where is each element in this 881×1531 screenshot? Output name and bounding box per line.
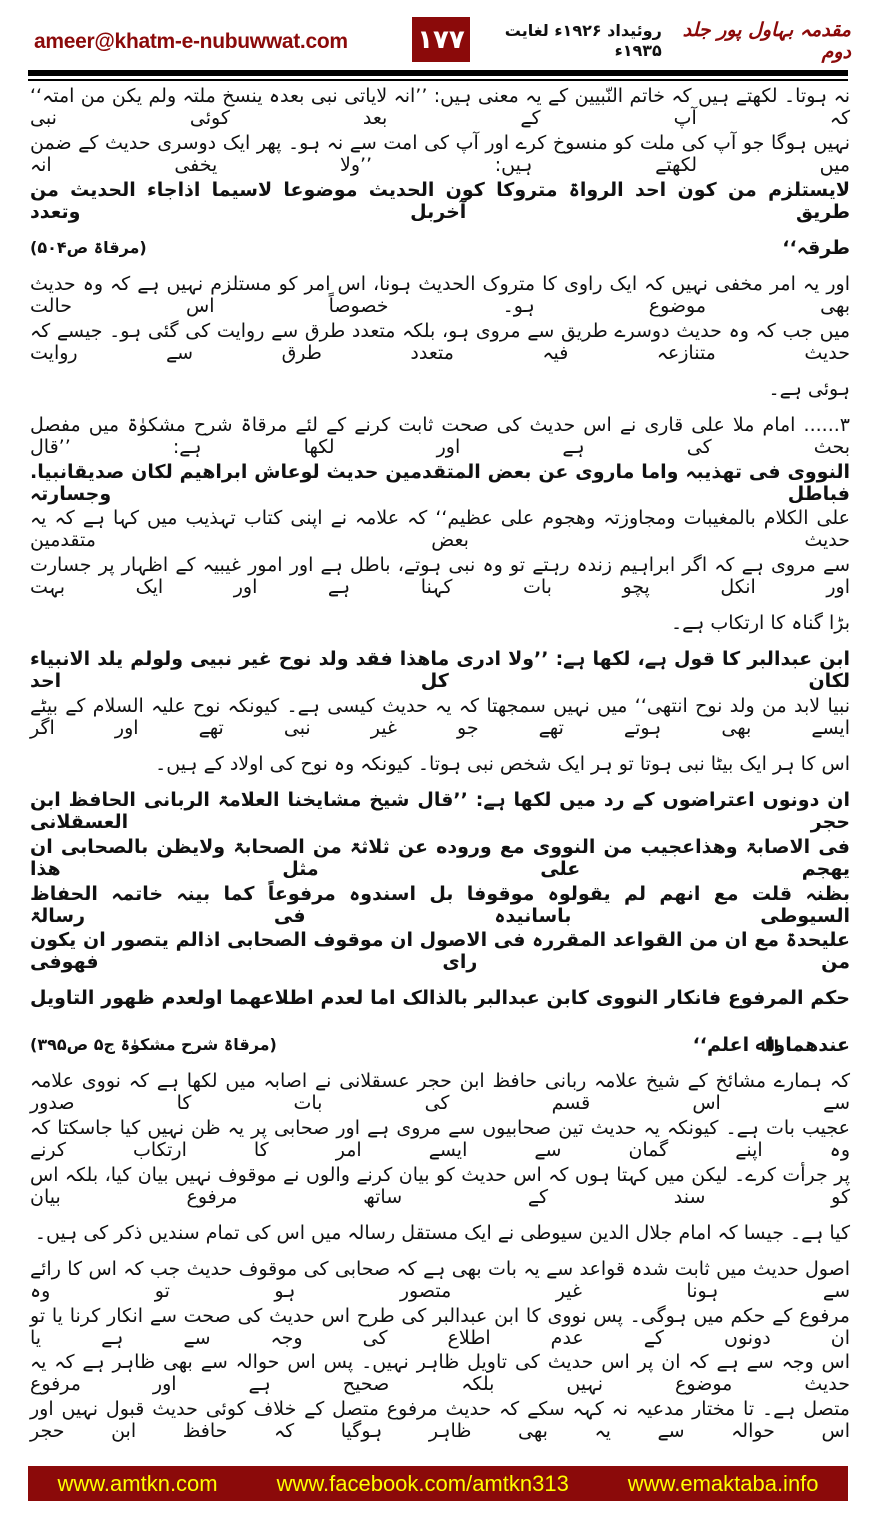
text-line [30, 600, 850, 647]
text-line [30, 1397, 850, 1444]
citation-reference: (مرقاۃ ص۵۰۴) [30, 238, 147, 258]
page-body [30, 84, 850, 1444]
line-text: اصول حدیث میں ثابت شدہ قواعد سے یہ بات بھی ہے کہ صحابی کی موقوف حدیث جب کہ اس کا رائے سے ہونا غیر متصور ہو تو وہ [30, 1257, 850, 1302]
line-text: ان دونوں اعتراضوں کے رد میں لکھا ہے: ’’قال شیخ مشایخنا العلامۃ الربانی الحافظ ابن حجر العسقلانی [30, 788, 850, 833]
text-line [30, 318, 850, 365]
text-line [30, 975, 850, 1022]
line-text: نہ ہوتا۔ لکھتے ہیں کہ خاتم النّبیین کے یہ معنی ہیں: ’’انہ لایاتی نبی بعدہ ینسخ ملتہ ولم یکن من امتہ‘‘ کہ آپ کے بعد کوئی نبی [30, 85, 850, 130]
text-line [30, 412, 850, 459]
line-text: عندھماواﷲ اعلم‘‘ [692, 1034, 850, 1057]
text-line [30, 1303, 850, 1350]
text-line [30, 459, 850, 506]
text-line [30, 365, 850, 412]
line-text: فی الاصابۃ وھذاعجیب من النووی مع وروده عن ثلاثۃ من الصحابۃ ولایظن بالصحابی ان یھجم علی مثل ھذا [30, 835, 850, 880]
text-line [30, 1116, 850, 1163]
footer-link-facebook[interactable]: www.facebook.com/amtkn313 [276, 1470, 569, 1496]
line-text: میں جب کہ وہ حدیث دوسرے طریق سے مروی ہو، بلکہ متعدد طرق سے روایت کی گئی ہو۔ جیسے کہ حدیث متنازعہ فیہ متعدد طرق سے روایت [30, 319, 850, 364]
line-text: کہ ہمارے مشائخ کے شیخ علامہ ربانی حافظ ابن حجر عسقلانی نے اصابہ میں لکھا ہے کہ نووی علامہ سے اس قسم کی بات کا صدور [30, 1070, 850, 1115]
line-text: نہیں ہوگا جو آپ کی ملت کو منسوخ کرے اور آپ کی امت سے نہ ہو۔ پھر ایک دوسری حدیث کے ضمن میں لکھتے ہیں: ’’ولا یخفی انہ [30, 132, 850, 177]
text-line [30, 647, 850, 694]
line-text: کیا ہے۔ جیسا کہ امام جلال الدین سیوطی نے ایک مستقل رسالہ میں اس کی تمام سندیں ذکر کی ہیں۔ [34, 1221, 850, 1244]
header-rule-thick [28, 70, 848, 76]
footer-link-amtkn[interactable]: www.amtkn.com [57, 1470, 218, 1496]
line-text: مرفوع کے حکم میں ہوگی۔ پس نووی کا ابن عبدالبر کی طرح اس حدیث کی صحت سے انکار کرنا یا تو ان دونوں کے عدم اطلاع کی وجہ سے ہے یا [30, 1304, 850, 1349]
line-text: ہوئی ہے۔ [768, 377, 850, 400]
text-line [30, 225, 850, 272]
text-line [30, 881, 850, 928]
text-line [30, 1069, 850, 1116]
text-line [30, 506, 850, 553]
line-text: لایستلزم من کون احد الرواۃ متروکا کون الحدیث موضوعا لاسیما اذاجاء الحدیث من طریق آخربل وتعدد [30, 179, 850, 224]
line-text: اس کا ہر ایک بیٹا نبی ہوتا تو ہر ایک شخص نبی ہوتا۔ کیونکہ وہ نوح کی اولاد کے ہیں۔ [155, 752, 850, 775]
text-line [30, 928, 850, 975]
header-rule-thin [28, 79, 848, 81]
footer-bar [28, 1466, 848, 1501]
text-line [30, 1162, 850, 1209]
line-text: بڑا گناہ کا ارتکاب ہے۔ [670, 612, 850, 635]
line-text: ۳...... امام ملا علی قاری نے اس حدیث کی صحت ثابت کرنے کے لئے مرقاۃ شرح مشکوٰۃ میں مفصل بحث کی ہے اور لکھا ہے: ’’قال [30, 413, 850, 458]
header-email: ameer@khatm-e-nubuwwat.com [34, 30, 348, 53]
text-line [30, 553, 850, 600]
line-text: ابن عبدالبر کا قول ہے، لکھا ہے: ’’ولا ادری ماھذا فقد ولد نوح غیر نبیی ولولم یلد الانبیاء لکان کل احد [30, 648, 850, 693]
text-line [30, 1256, 850, 1303]
footer-link-emaktaba[interactable]: www.emaktaba.info [627, 1470, 819, 1496]
line-text: نبیا لابد من ولد نوح انتھی‘‘ میں نہیں سمجھتا کہ یہ حدیث کیسی ہے۔ کیونکہ نوح علیہ السلام کے بیٹے ایسے بھی ہوتے تھے جو غیر نبی تھے اور اگر [30, 695, 850, 740]
text-line [30, 178, 850, 225]
line-text: پر جرأت کرے۔ لیکن میں کہتا ہوں کہ اس حدیث کو بیان کرنے والوں نے موقوف نہیں بیان کیا، بلکہ اس کو سند کے ساتھ مرفوع بیان [30, 1163, 850, 1208]
line-text: علیحدۃ مع ان من القواعد المقررہ فی الاصول ان موقوف الصحابی اذالم یتصور ان یکون من رای فھوفی [30, 929, 850, 974]
line-text: النووی فی تھذیبہ واما ماروی عن بعض المتقدمین حدیث لوعاش ابراھیم لکان صدیقانبیا. فباطل وجسارتہ [30, 460, 850, 505]
text-line [30, 131, 850, 178]
text-line [30, 740, 850, 787]
line-text: اور یہ امر مخفی نہیں کہ ایک راوی کا متروک الحدیث ہونا، اس امر کو مستلزم نہیں ہے کہ وہ حدیث بھی موضوع ہو۔ خصوصاً اس حالت [30, 273, 850, 317]
line-text: سے مروی ہے کہ اگر ابراہیم زندہ رہتے تو وہ نبی ہوتے، باطل ہے اور امور غیبیہ کے اظہار پر جسارت اور انکل پچو بات کہنا ہے اور ایک بہت [30, 554, 850, 599]
line-text: اس وجہ سے ہے کہ ان پر اس حدیث کی تاویل ظاہر نہیں۔ پس اس حوالہ سے بھی ظاہر ہے کہ یہ حدیث موضوع نہیں بلکہ صحیح ہے اور مرفوع [30, 1351, 850, 1396]
header-titles [482, 18, 851, 64]
line-text: بظنہ قلت مع انھم لم یقولوہ موقوفا بل اسندوہ مرفوعاً کما بینہ خاتمہ الحفاظ السیوطی باسانیدہ فی رسالۃ [30, 882, 850, 927]
line-text: طرقہ‘‘ [782, 237, 850, 260]
header-subtitle: روئیداد ۱۹۲۶ء لغایت ۱۹۳۵ء [504, 21, 662, 60]
text-line [30, 694, 850, 741]
line-text: متصل ہے۔ تا مختار مدعیہ نہ کہہ سکے کہ حدیث مرفوع متصل کے خلاف کوئی حدیث قبول نہیں اور اس حوالہ سے یہ بھی ظاہر ہوگیا کہ حافظ ابن حجر [30, 1398, 850, 1443]
text-line [30, 1209, 850, 1256]
text-line [30, 272, 850, 319]
text-line [30, 834, 850, 881]
line-text: حکم المرفوع فانکار النووی کابن عبدالبر بالذالک اما لعدم اطلاعھما اولعدم ظھور التاویل [30, 987, 850, 1010]
book-title: مقدمہ بہاول پور جلد دوم [682, 19, 851, 63]
citation-reference: (مرقاۃ شرح مشکوٰۃ ج۵ ص۳۹۵) [30, 1035, 277, 1055]
line-text: علی الکلام بالمغیبات ومجاوزتہ وھجوم علی عظیم‘‘ کہ علامہ نے اپنی کتاب تہذیب میں کہا ہے کہ یہ حدیث بعض متقدمین [30, 507, 850, 552]
text-line [30, 1022, 850, 1069]
page-number: ۱۷۷ [412, 17, 470, 62]
text-line [30, 1350, 850, 1397]
line-text: عجیب بات ہے۔ کیونکہ یہ حدیث تین صحابیوں سے مروی ہے اور صحابی پر یہ ظن نہیں کیا جاسکتا کہ وہ اپنے گمان سے ایسے امر کا ارتکاب کرنے [30, 1117, 850, 1162]
text-line [30, 84, 850, 131]
text-line [30, 787, 850, 834]
